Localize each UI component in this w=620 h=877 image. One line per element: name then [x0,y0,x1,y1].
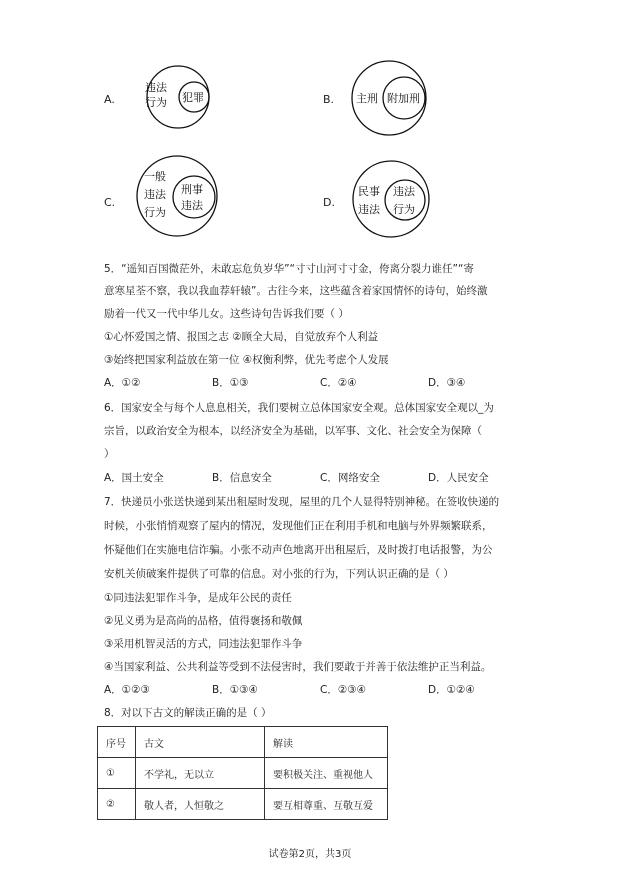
outer-label-a2: 行为 [145,96,167,109]
table-header-cell: 解读 [265,727,388,758]
table-cell: 敬人者，人恒敬之 [136,789,265,820]
q5-line-5: ③始终把国家利益放在第一位 ④权衡利弊，优先考虑个人发展 [104,354,389,366]
table-row [98,758,388,789]
inner-label-c2: 违法 [181,199,203,212]
table-cell: 要互相尊重、互敬互爱 [265,789,388,820]
page-footer: 试卷第2页，共3页 [268,849,352,860]
table-cell: 不学礼，无以立 [136,758,265,789]
outer-label-b: 主刑 [356,92,378,105]
inner-label-d1: 违法 [393,185,415,198]
inner-label-d2: 行为 [393,203,415,216]
q7-line-3: 怀疑他们在实施电信诈骗。小张不动声色地离开出租屋后，及时拨打电话报警，为公 [104,544,493,556]
q6-option-a[interactable]: A．国土安全 [104,472,164,484]
outer-label-c3: 行为 [144,206,166,219]
outer-label-a1: 违法 [145,81,167,94]
inner-label-b: 附加刑 [387,92,420,105]
venn-diagram-d [348,155,436,243]
q7-line-5: ①同违法犯罪作斗争，是成年公民的责任 [104,592,292,604]
q6-line-2: 宗旨，以政治安全为根本，以经济安全为基础，以军事、文化、社会安全为保障（ [104,425,482,437]
q8-stem: 8．对以下古文的解读正确的是（ ） [104,707,272,719]
option-c-letter: C. [104,196,116,209]
table-cell: ① [98,758,136,789]
option-d-letter: D. [323,196,335,209]
q5-option-a[interactable]: A．①② [104,377,141,389]
option-a-letter: A. [104,93,115,106]
venn-diagram-b [346,54,436,144]
q7-line-2: 时候，小张悄悄观察了屋内的情况，发现他们正在利用手机和电脑与外界频繁联系， [104,520,493,532]
q7-line-7: ③采用机智灵活的方式，同违法犯罪作斗争 [104,638,303,650]
table-header-row [98,727,388,758]
q6-line-3: ） [104,448,115,460]
q5-line-3: 励着一代又一代中华儿女。这些诗句告诉我们要（ ） [104,308,349,320]
outer-label-c1: 一般 [144,170,166,183]
venn-diagram-c [133,149,225,241]
q5-line-2: 意寒星荃不察，我以我血荐轩辕”。古往今来，这些蕴含着家国情怀的诗句，始终激 [104,285,488,297]
option-b-letter: B. [323,93,335,106]
outer-label-d2: 违法 [358,203,380,216]
outer-label-d1: 民事 [358,185,380,198]
inner-label-a: 犯罪 [182,91,204,104]
q5-line-1: 5．“遥知百国微茫外，未敢忘危负岁华”“寸寸山河寸寸金，侉离分裂力谁任”“寄 [104,263,474,275]
q7-option-c[interactable]: C．②③④ [320,684,367,696]
q7-line-1: 7．快递员小张送快递到某出租屋时发现，屋里的几个人显得特别神秘。在签收快递的 [104,496,500,508]
q7-line-6: ②见义勇为是高尚的品格，值得褒扬和敬佩 [104,615,303,627]
q7-line-4: 安机关侦破案件提供了可靠的信息。对小张的行为，下列认识正确的是（ ） [104,568,454,580]
q7-option-b[interactable]: B．①③④ [212,684,258,696]
q6-option-b[interactable]: B．信息安全 [212,472,272,484]
venn-diagram-a [134,64,222,130]
inner-label-c1: 刑事 [181,183,203,196]
q7-option-a[interactable]: A．①②③ [104,684,150,696]
q7-option-d[interactable]: D．①②④ [428,684,475,696]
table-row [98,789,388,820]
q6-line-1: 6．国家安全与每个人息息相关，我们要树立总体国家安全观。总体国家安全观以_为 [104,402,494,414]
table-header-cell: 古文 [136,727,265,758]
q7-line-8: ④当国家利益、公共利益等受到不法侵害时，我们要敢于并善于依法维护正当利益。 [104,661,492,673]
q5-option-d[interactable]: D．③④ [428,377,466,389]
table-cell: ② [98,789,136,820]
table-header-cell: 序号 [98,727,136,758]
q5-line-4: ①心怀爱国之情、报国之志 ②顾全大局，自觉放弃个人利益 [104,331,379,343]
table-cell: 要积极关注、重视他人 [265,758,388,789]
q6-option-c[interactable]: C．网络安全 [320,472,380,484]
q5-option-c[interactable]: C．②④ [320,377,357,389]
outer-label-c2: 违法 [144,188,166,201]
q6-option-d[interactable]: D．人民安全 [428,472,489,484]
q8-table [97,726,388,820]
q5-option-b[interactable]: B．①③ [212,377,249,389]
